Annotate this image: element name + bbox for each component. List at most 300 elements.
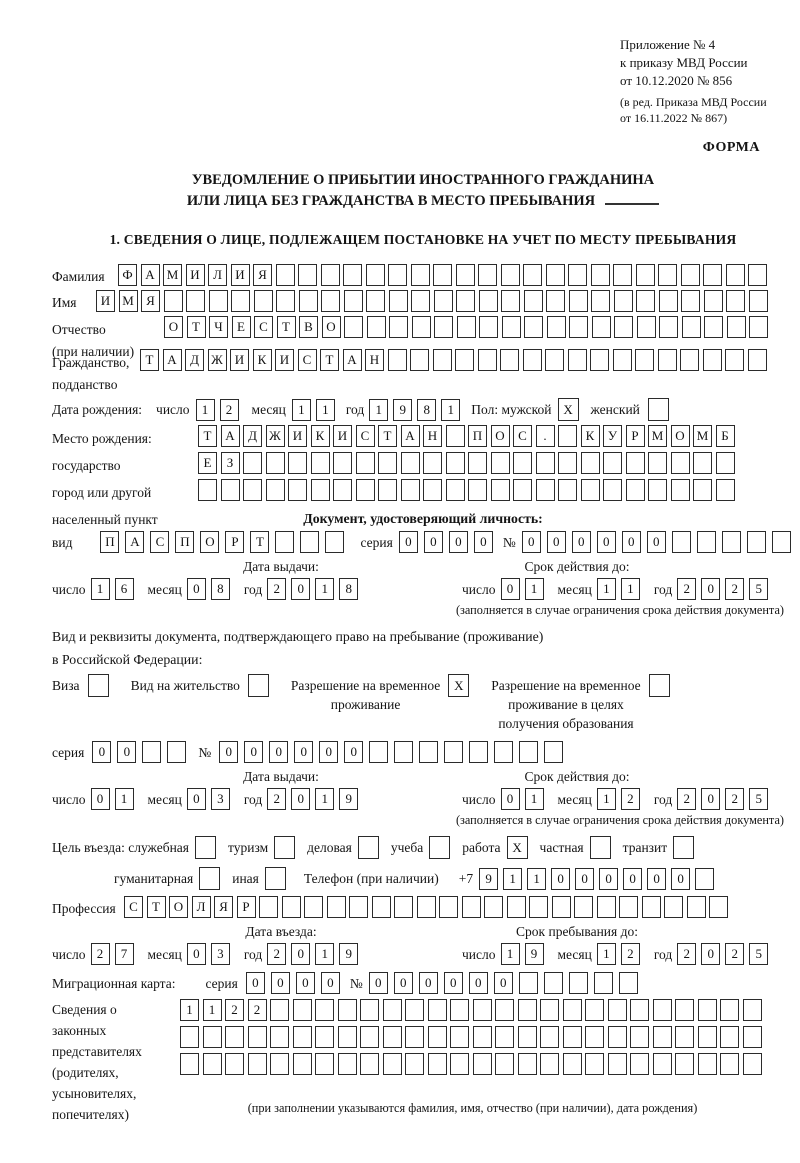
migration-number-box[interactable] [544, 972, 563, 994]
patronymic-char-box[interactable]: Ч [209, 316, 228, 338]
representative-char-box[interactable] [360, 999, 379, 1021]
citizenship-char-box[interactable] [725, 349, 744, 371]
doc-series-box[interactable]: 0 [449, 531, 468, 553]
representative-char-box[interactable] [518, 1026, 537, 1048]
representative-char-box[interactable] [608, 999, 627, 1021]
citizenship-char-box[interactable] [613, 349, 632, 371]
doc-type-char-box[interactable] [300, 531, 319, 553]
representative-char-box[interactable] [743, 1053, 762, 1075]
patronymic-char-box[interactable] [524, 316, 543, 338]
patronymic-char-box[interactable] [434, 316, 453, 338]
surname-char-box[interactable] [681, 264, 700, 286]
birth-place-char-box[interactable] [243, 479, 262, 501]
doc-type-char-box[interactable] [275, 531, 294, 553]
citizenship-char-box[interactable] [500, 349, 519, 371]
work-checkbox[interactable]: X [507, 836, 528, 859]
representative-char-box[interactable] [698, 999, 717, 1021]
doc-number-box[interactable]: 0 [647, 531, 666, 553]
representative-char-box[interactable] [428, 1053, 447, 1075]
birth-place-char-box[interactable] [536, 452, 555, 474]
given-name-char-box[interactable] [186, 290, 205, 312]
given-name-char-box[interactable] [321, 290, 340, 312]
doc-type-char-box[interactable]: Р [225, 531, 244, 553]
birth-place-char-box[interactable]: А [401, 425, 420, 447]
surname-char-box[interactable]: Л [208, 264, 227, 286]
representative-char-box[interactable] [495, 1026, 514, 1048]
issue-month-box[interactable]: 0 [187, 578, 206, 600]
citizenship-char-box[interactable] [568, 349, 587, 371]
birth-place-char-box[interactable] [401, 479, 420, 501]
birth-place-char-box[interactable] [581, 479, 600, 501]
patronymic-char-box[interactable] [569, 316, 588, 338]
representative-char-box[interactable] [450, 999, 469, 1021]
surname-char-box[interactable]: А [141, 264, 160, 286]
birth-place-char-box[interactable] [401, 452, 420, 474]
given-name-char-box[interactable] [389, 290, 408, 312]
birth-place-char-box[interactable]: М [648, 425, 667, 447]
doc-number-box[interactable]: 0 [572, 531, 591, 553]
birth-year-box[interactable]: 9 [393, 399, 412, 421]
permit-expiry-year-box[interactable]: 5 [749, 788, 768, 810]
permit-series-box[interactable] [142, 741, 161, 763]
profession-char-box[interactable] [664, 896, 683, 918]
stay-day-box[interactable]: 1 [501, 943, 520, 965]
given-name-char-box[interactable]: Я [141, 290, 160, 312]
stay-year-box[interactable]: 5 [749, 943, 768, 965]
tourism-checkbox[interactable] [274, 836, 295, 859]
birth-place-char-box[interactable] [333, 479, 352, 501]
permit-expiry-month-box[interactable]: 2 [621, 788, 640, 810]
citizenship-char-box[interactable] [658, 349, 677, 371]
birth-place-char-box[interactable] [558, 479, 577, 501]
representative-char-box[interactable] [720, 999, 739, 1021]
temp-permit-checkbox[interactable]: X [448, 674, 469, 697]
birth-place-char-box[interactable]: Т [198, 425, 217, 447]
representative-char-box[interactable] [653, 999, 672, 1021]
birth-place-char-box[interactable]: О [671, 425, 690, 447]
representative-char-box[interactable] [315, 1026, 334, 1048]
representative-char-box[interactable] [360, 1053, 379, 1075]
birth-place-char-box[interactable] [378, 479, 397, 501]
representative-char-box[interactable] [428, 1026, 447, 1048]
birth-place-char-box[interactable]: Б [716, 425, 735, 447]
given-name-char-box[interactable] [434, 290, 453, 312]
given-name-char-box[interactable] [299, 290, 318, 312]
permit-issue-year-box[interactable]: 1 [315, 788, 334, 810]
surname-char-box[interactable] [501, 264, 520, 286]
patronymic-char-box[interactable] [727, 316, 746, 338]
given-name-char-box[interactable] [749, 290, 768, 312]
profession-char-box[interactable]: Я [214, 896, 233, 918]
surname-char-box[interactable] [411, 264, 430, 286]
representative-char-box[interactable] [270, 999, 289, 1021]
profession-char-box[interactable] [372, 896, 391, 918]
patronymic-char-box[interactable] [659, 316, 678, 338]
given-name-char-box[interactable] [231, 290, 250, 312]
representative-char-box[interactable] [585, 999, 604, 1021]
birth-year-box[interactable]: 1 [441, 399, 460, 421]
birth-place-char-box[interactable]: К [311, 425, 330, 447]
birth-place-char-box[interactable] [558, 425, 577, 447]
stay-month-box[interactable]: 1 [597, 943, 616, 965]
migration-number-box[interactable]: 0 [469, 972, 488, 994]
permit-number-box[interactable] [544, 741, 563, 763]
citizenship-char-box[interactable] [388, 349, 407, 371]
profession-char-box[interactable] [687, 896, 706, 918]
patronymic-char-box[interactable]: В [299, 316, 318, 338]
birth-place-char-box[interactable] [491, 479, 510, 501]
representative-char-box[interactable] [315, 999, 334, 1021]
representative-char-box[interactable] [248, 1053, 267, 1075]
permit-issue-year-box[interactable]: 2 [267, 788, 286, 810]
permit-number-box[interactable] [394, 741, 413, 763]
permit-issue-year-box[interactable]: 0 [291, 788, 310, 810]
given-name-char-box[interactable]: М [119, 290, 138, 312]
birth-month-box[interactable]: 1 [292, 399, 311, 421]
doc-type-char-box[interactable]: А [125, 531, 144, 553]
expiry-month-box[interactable]: 1 [621, 578, 640, 600]
birth-place-char-box[interactable] [288, 479, 307, 501]
residence-permit-checkbox[interactable] [248, 674, 269, 697]
surname-char-box[interactable] [636, 264, 655, 286]
birth-place-char-box[interactable]: Р [626, 425, 645, 447]
representative-char-box[interactable] [495, 1053, 514, 1075]
birth-place-char-box[interactable] [648, 452, 667, 474]
birth-place-char-box[interactable]: Ж [266, 425, 285, 447]
stay-year-box[interactable]: 2 [677, 943, 696, 965]
citizenship-char-box[interactable] [635, 349, 654, 371]
representative-char-box[interactable] [518, 999, 537, 1021]
surname-char-box[interactable] [748, 264, 767, 286]
representative-char-box[interactable] [383, 1053, 402, 1075]
given-name-char-box[interactable] [456, 290, 475, 312]
migration-series-box[interactable]: 0 [321, 972, 340, 994]
patronymic-char-box[interactable] [412, 316, 431, 338]
birth-place-char-box[interactable] [288, 452, 307, 474]
birth-place-char-box[interactable]: З [221, 452, 240, 474]
representative-char-box[interactable] [225, 1053, 244, 1075]
permit-expiry-day-box[interactable]: 1 [525, 788, 544, 810]
birth-place-char-box[interactable] [356, 479, 375, 501]
citizenship-char-box[interactable]: Т [320, 349, 339, 371]
issue-year-box[interactable]: 2 [267, 578, 286, 600]
birth-place-char-box[interactable] [356, 452, 375, 474]
patronymic-char-box[interactable] [704, 316, 723, 338]
birth-day-box[interactable]: 2 [220, 399, 239, 421]
representative-char-box[interactable]: 2 [225, 999, 244, 1021]
patronymic-char-box[interactable] [479, 316, 498, 338]
representative-char-box[interactable] [293, 999, 312, 1021]
profession-char-box[interactable]: С [124, 896, 143, 918]
doc-number-box[interactable] [697, 531, 716, 553]
representative-char-box[interactable] [248, 1026, 267, 1048]
representative-char-box[interactable]: 1 [180, 999, 199, 1021]
entry-month-box[interactable]: 0 [187, 943, 206, 965]
birth-place-char-box[interactable] [378, 452, 397, 474]
phone-digit-box[interactable]: 9 [479, 868, 498, 890]
birth-place-char-box[interactable] [603, 452, 622, 474]
surname-char-box[interactable] [298, 264, 317, 286]
permit-expiry-year-box[interactable]: 2 [725, 788, 744, 810]
patronymic-char-box[interactable]: Т [187, 316, 206, 338]
surname-char-box[interactable] [478, 264, 497, 286]
given-name-char-box[interactable] [501, 290, 520, 312]
representative-char-box[interactable]: 2 [248, 999, 267, 1021]
permit-number-box[interactable]: 0 [319, 741, 338, 763]
patronymic-char-box[interactable] [614, 316, 633, 338]
birth-place-char-box[interactable] [446, 425, 465, 447]
entry-month-box[interactable]: 3 [211, 943, 230, 965]
representative-char-box[interactable] [518, 1053, 537, 1075]
representative-char-box[interactable] [270, 1053, 289, 1075]
representative-char-box[interactable] [630, 1026, 649, 1048]
given-name-char-box[interactable] [276, 290, 295, 312]
citizenship-char-box[interactable]: К [253, 349, 272, 371]
phone-digit-box[interactable] [695, 868, 714, 890]
representative-char-box[interactable] [383, 999, 402, 1021]
doc-type-char-box[interactable]: С [150, 531, 169, 553]
doc-type-char-box[interactable] [325, 531, 344, 553]
profession-char-box[interactable] [439, 896, 458, 918]
surname-char-box[interactable] [703, 264, 722, 286]
birth-place-char-box[interactable]: Н [423, 425, 442, 447]
profession-char-box[interactable] [574, 896, 593, 918]
issue-day-box[interactable]: 1 [91, 578, 110, 600]
representative-char-box[interactable] [540, 1026, 559, 1048]
representative-char-box[interactable] [180, 1026, 199, 1048]
patronymic-char-box[interactable] [547, 316, 566, 338]
expiry-year-box[interactable]: 2 [677, 578, 696, 600]
profession-char-box[interactable] [529, 896, 548, 918]
birth-place-char-box[interactable] [266, 452, 285, 474]
representative-char-box[interactable] [563, 1026, 582, 1048]
given-name-char-box[interactable] [591, 290, 610, 312]
permit-issue-month-box[interactable]: 0 [187, 788, 206, 810]
surname-char-box[interactable] [343, 264, 362, 286]
surname-char-box[interactable]: Ф [118, 264, 137, 286]
doc-type-char-box[interactable]: О [200, 531, 219, 553]
surname-char-box[interactable] [568, 264, 587, 286]
birth-place-char-box[interactable] [513, 452, 532, 474]
profession-char-box[interactable] [349, 896, 368, 918]
citizenship-char-box[interactable]: С [298, 349, 317, 371]
representative-char-box[interactable] [563, 1053, 582, 1075]
given-name-char-box[interactable] [524, 290, 543, 312]
issue-day-box[interactable]: 6 [115, 578, 134, 600]
entry-year-box[interactable]: 1 [315, 943, 334, 965]
birth-place-char-box[interactable]: М [693, 425, 712, 447]
birth-place-char-box[interactable] [311, 452, 330, 474]
citizenship-char-box[interactable]: И [275, 349, 294, 371]
given-name-char-box[interactable] [614, 290, 633, 312]
profession-char-box[interactable] [619, 896, 638, 918]
birth-place-char-box[interactable] [558, 452, 577, 474]
official-checkbox[interactable] [195, 836, 216, 859]
business-checkbox[interactable] [358, 836, 379, 859]
citizenship-char-box[interactable] [455, 349, 474, 371]
surname-char-box[interactable] [726, 264, 745, 286]
surname-char-box[interactable] [591, 264, 610, 286]
representative-char-box[interactable] [608, 1026, 627, 1048]
representative-char-box[interactable] [743, 999, 762, 1021]
surname-char-box[interactable] [546, 264, 565, 286]
birth-place-char-box[interactable] [198, 479, 217, 501]
representative-char-box[interactable] [608, 1053, 627, 1075]
birth-place-char-box[interactable] [626, 452, 645, 474]
birth-place-char-box[interactable] [468, 479, 487, 501]
surname-char-box[interactable]: М [163, 264, 182, 286]
birth-place-char-box[interactable] [536, 479, 555, 501]
given-name-char-box[interactable] [704, 290, 723, 312]
surname-char-box[interactable]: И [231, 264, 250, 286]
representative-char-box[interactable] [428, 999, 447, 1021]
profession-char-box[interactable]: О [169, 896, 188, 918]
birth-place-char-box[interactable] [603, 479, 622, 501]
phone-digit-box[interactable]: 0 [575, 868, 594, 890]
birth-place-char-box[interactable]: О [491, 425, 510, 447]
birth-place-char-box[interactable] [333, 452, 352, 474]
migration-number-box[interactable]: 0 [369, 972, 388, 994]
patronymic-char-box[interactable] [367, 316, 386, 338]
profession-char-box[interactable] [304, 896, 323, 918]
representative-char-box[interactable] [743, 1026, 762, 1048]
permit-issue-day-box[interactable]: 1 [115, 788, 134, 810]
representative-char-box[interactable] [698, 1026, 717, 1048]
representative-char-box[interactable] [563, 999, 582, 1021]
birth-place-char-box[interactable]: А [221, 425, 240, 447]
representative-char-box[interactable] [405, 999, 424, 1021]
expiry-year-box[interactable]: 2 [725, 578, 744, 600]
citizenship-char-box[interactable]: И [230, 349, 249, 371]
doc-type-char-box[interactable]: П [100, 531, 119, 553]
permit-number-box[interactable] [369, 741, 388, 763]
representative-char-box[interactable] [698, 1053, 717, 1075]
patronymic-char-box[interactable] [682, 316, 701, 338]
issue-year-box[interactable]: 8 [339, 578, 358, 600]
visa-checkbox[interactable] [88, 674, 109, 697]
phone-digit-box[interactable]: 0 [599, 868, 618, 890]
given-name-char-box[interactable] [569, 290, 588, 312]
birth-place-char-box[interactable] [423, 452, 442, 474]
representative-char-box[interactable] [630, 1053, 649, 1075]
representative-char-box[interactable] [720, 1026, 739, 1048]
birth-place-char-box[interactable] [716, 479, 735, 501]
profession-char-box[interactable] [552, 896, 571, 918]
permit-expiry-year-box[interactable]: 0 [701, 788, 720, 810]
migration-number-box[interactable]: 0 [394, 972, 413, 994]
patronymic-char-box[interactable] [344, 316, 363, 338]
surname-char-box[interactable]: И [186, 264, 205, 286]
representative-char-box[interactable] [225, 1026, 244, 1048]
birth-place-char-box[interactable]: С [513, 425, 532, 447]
patronymic-char-box[interactable]: С [254, 316, 273, 338]
migration-series-box[interactable]: 0 [271, 972, 290, 994]
permit-issue-day-box[interactable]: 0 [91, 788, 110, 810]
patronymic-char-box[interactable]: Е [232, 316, 251, 338]
permit-issue-month-box[interactable]: 3 [211, 788, 230, 810]
citizenship-char-box[interactable] [545, 349, 564, 371]
migration-number-box[interactable]: 0 [444, 972, 463, 994]
birth-place-char-box[interactable] [671, 452, 690, 474]
birth-place-char-box[interactable] [693, 452, 712, 474]
representative-char-box[interactable] [293, 1053, 312, 1075]
doc-series-box[interactable]: 0 [474, 531, 493, 553]
phone-digit-box[interactable]: 1 [527, 868, 546, 890]
profession-char-box[interactable] [327, 896, 346, 918]
entry-year-box[interactable]: 9 [339, 943, 358, 965]
issue-month-box[interactable]: 8 [211, 578, 230, 600]
surname-char-box[interactable] [388, 264, 407, 286]
patronymic-char-box[interactable]: О [164, 316, 183, 338]
representative-char-box[interactable] [203, 1026, 222, 1048]
given-name-char-box[interactable] [726, 290, 745, 312]
given-name-char-box[interactable] [411, 290, 430, 312]
migration-number-box[interactable] [594, 972, 613, 994]
profession-char-box[interactable] [394, 896, 413, 918]
representative-char-box[interactable] [338, 999, 357, 1021]
humanitarian-checkbox[interactable] [199, 867, 220, 890]
stay-month-box[interactable]: 2 [621, 943, 640, 965]
profession-char-box[interactable] [507, 896, 526, 918]
issue-year-box[interactable]: 1 [315, 578, 334, 600]
representative-char-box[interactable] [585, 1026, 604, 1048]
given-name-char-box[interactable] [344, 290, 363, 312]
permit-series-box[interactable] [167, 741, 186, 763]
birth-place-char-box[interactable]: И [288, 425, 307, 447]
representative-char-box[interactable] [585, 1053, 604, 1075]
birth-place-char-box[interactable]: Т [378, 425, 397, 447]
representative-char-box[interactable] [653, 1026, 672, 1048]
representative-char-box[interactable] [495, 999, 514, 1021]
permit-number-box[interactable]: 0 [269, 741, 288, 763]
migration-series-box[interactable]: 0 [246, 972, 265, 994]
expiry-year-box[interactable]: 0 [701, 578, 720, 600]
representative-char-box[interactable] [293, 1026, 312, 1048]
patronymic-char-box[interactable] [749, 316, 768, 338]
migration-number-box[interactable] [619, 972, 638, 994]
permit-number-box[interactable] [519, 741, 538, 763]
doc-number-box[interactable]: 0 [522, 531, 541, 553]
representative-char-box[interactable] [360, 1026, 379, 1048]
representative-char-box[interactable] [270, 1026, 289, 1048]
birth-month-box[interactable]: 1 [316, 399, 335, 421]
representative-char-box[interactable] [405, 1053, 424, 1075]
migration-number-box[interactable]: 0 [419, 972, 438, 994]
phone-digit-box[interactable]: 1 [503, 868, 522, 890]
phone-digit-box[interactable]: 0 [647, 868, 666, 890]
birth-place-char-box[interactable] [648, 479, 667, 501]
migration-number-box[interactable] [569, 972, 588, 994]
stay-year-box[interactable]: 2 [725, 943, 744, 965]
migration-number-box[interactable] [519, 972, 538, 994]
birth-day-box[interactable]: 1 [196, 399, 215, 421]
surname-char-box[interactable] [456, 264, 475, 286]
citizenship-char-box[interactable] [748, 349, 767, 371]
birth-place-char-box[interactable]: С [356, 425, 375, 447]
given-name-char-box[interactable] [681, 290, 700, 312]
expiry-day-box[interactable]: 0 [501, 578, 520, 600]
birth-place-char-box[interactable] [716, 452, 735, 474]
doc-number-box[interactable] [747, 531, 766, 553]
profession-char-box[interactable] [709, 896, 728, 918]
female-checkbox[interactable] [648, 398, 669, 421]
birth-place-char-box[interactable] [581, 452, 600, 474]
birth-place-char-box[interactable]: . [536, 425, 555, 447]
citizenship-char-box[interactable]: Н [365, 349, 384, 371]
private-checkbox[interactable] [590, 836, 611, 859]
stay-day-box[interactable]: 9 [525, 943, 544, 965]
birth-place-char-box[interactable]: К [581, 425, 600, 447]
